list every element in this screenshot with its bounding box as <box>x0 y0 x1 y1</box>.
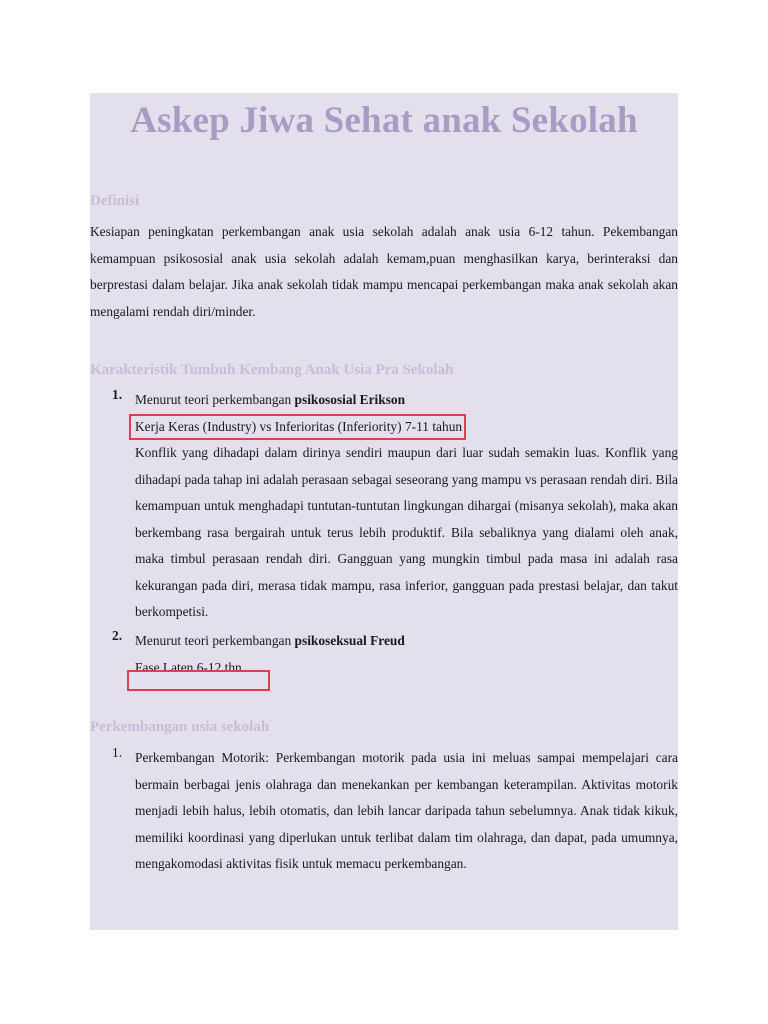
list-item-content <box>135 387 678 626</box>
section-heading-definisi: Definisi <box>90 193 140 209</box>
list-number: 1. <box>112 745 123 760</box>
section-heading-karakteristik: Karakteristik Tumbuh Kembang Anak Usia Pra Sekolah <box>90 362 454 378</box>
lead-bold-text: psikoseksual Freud <box>294 633 405 648</box>
lead-text: Menurut teori perkembangan <box>135 633 295 648</box>
erikson-paragraph: Konflik yang dihadapi dalam dirinya sendiri maupun dari luar sudah semakin luas. Konflik yang dihadapi pada tahap ini adalah perasaan sebagai seseorang yang mampu vs perasaan rendah diri. Bila kemampuan untuk menghadapi tuntutan-tuntutan lingkungan dihargai (misanya sekolah), maka akan berkembang rasa bergairah untuk terus lebih produktif. Bila sebaliknya yang dialami oleh anak, maka timbul perasaan rendah diri. Gangguan yang mungkin timbul pada masa ini adalah rasa kekurangan pada diri, merasa tidak mampu, rasa inferior, gangguan pada prestasi belajar, dan takut berkompetisi. <box>135 445 678 619</box>
fase-laten-line: Fase Laten 6-12 thn <box>135 659 242 675</box>
lead-bold-text: psikososial Erikson <box>294 392 406 407</box>
list-number: 1. <box>112 387 123 402</box>
lead-text: Menurut teori perkembangan <box>135 392 295 407</box>
list-item-lead <box>135 387 678 414</box>
definisi-paragraph: Kesiapan peningkatan perkembangan anak usia sekolah adalah anak usia 6-12 tahun. Pekembangan kemampuan psikososial anak usia sekolah adalah kemam,puan menghasilkan karya, berinteraksi dan berprestasi dalam belajar. Jika anak sekolah tidak mampu mencapai perkembangan maka anak sekolah akan mengalami rendah diri/minder. <box>90 224 678 319</box>
highlighted-line <box>135 414 678 441</box>
motorik-paragraph: Perkembangan Motorik: Perkembangan motorik pada usia ini meluas sampai mempelajari cara bermain berbagai jenis olahraga dan menekankan per kembangan keterampilan. Aktivitas motorik menjadi lebih halus, lebih otomatis, dan lebih lancar daripada tahun sebelumnya. Anak tidak kikuk, memiliki koordinasi yang diperlukan untuk terlibat dalam tim olahraga, dan dapat, pada umumnya, mengakomodasi aktivitas fisik untuk memacu perkembangan. <box>135 750 678 871</box>
list-number: 2. <box>112 628 123 643</box>
list-item-content <box>135 745 678 878</box>
annotation-box <box>127 670 270 691</box>
section-heading-perkembangan: Perkembangan usia sekolah <box>90 719 270 735</box>
page-title: Askep Jiwa Sehat anak Sekolah <box>130 100 638 141</box>
list-item-lead <box>135 628 678 655</box>
highlighted-stage: Kerja Keras (Industry) vs Inferioritas (Inferiority) 7-11 tahun <box>129 414 466 440</box>
document-page <box>90 93 678 930</box>
